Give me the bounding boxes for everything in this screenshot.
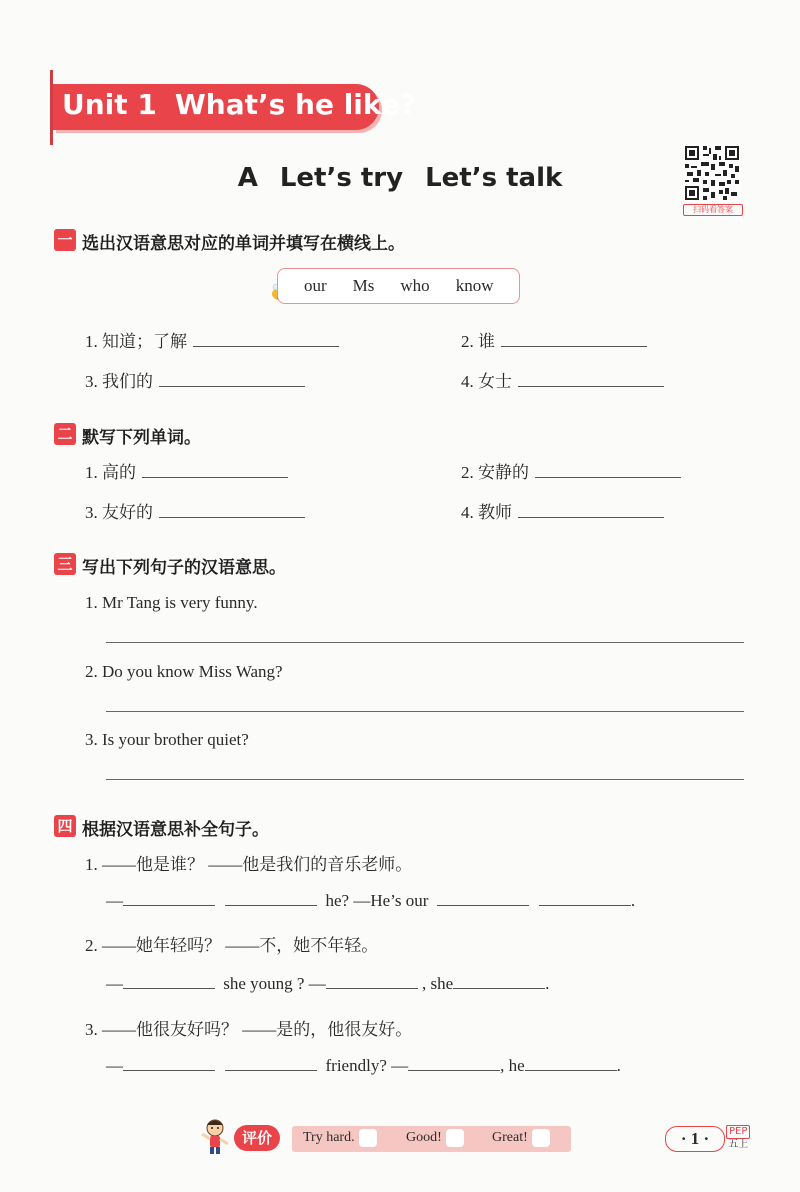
- edition-grade: 五上: [728, 1139, 749, 1150]
- sec4-answer-3-text-2: , he: [500, 1056, 525, 1075]
- sec2-item-1: [85, 458, 288, 483]
- section-4-title: 根据汉语意思补全句子。: [82, 820, 269, 840]
- answer-blank[interactable]: [518, 503, 664, 518]
- sec1-item-4: [461, 367, 664, 392]
- page-number: · 1 ·: [665, 1126, 725, 1152]
- eval-option-good: [406, 1129, 464, 1147]
- section-3-title: 写出下列句子的汉语意思。: [82, 558, 286, 578]
- answer-blank[interactable]: [408, 1056, 500, 1071]
- answer-blank[interactable]: [225, 1056, 317, 1071]
- sec1-item-3: [85, 367, 305, 392]
- word-bank-item: know: [455, 276, 494, 295]
- answer-blank[interactable]: [123, 891, 215, 906]
- sec4-answer-1: [106, 891, 635, 911]
- lesson-title: [0, 163, 800, 193]
- eval-checkbox[interactable]: [359, 1129, 377, 1147]
- sec2-item-2: [461, 458, 681, 483]
- sec3-sentence-1: 1. Mr Tang is very funny.: [85, 593, 258, 612]
- eval-checkbox[interactable]: [446, 1129, 464, 1147]
- sec4-prompt-3: 3. ——他很友好吗？ ——是的，他很友好。: [85, 1020, 413, 1039]
- answer-blank[interactable]: [535, 463, 681, 478]
- eval-option-try-hard: [303, 1129, 377, 1147]
- sec4-answer-2: [106, 974, 549, 994]
- dash: —: [106, 974, 123, 993]
- answer-blank[interactable]: [123, 1056, 215, 1071]
- lesson-part: A: [237, 163, 258, 193]
- answer-blank[interactable]: [501, 332, 647, 347]
- sec4-answer-2-text: she young ? —: [223, 974, 326, 993]
- answer-blank[interactable]: [539, 891, 631, 906]
- word-bank-item: our: [304, 276, 327, 295]
- answer-line[interactable]: [106, 779, 744, 780]
- sec4-answer-3: [106, 1056, 621, 1076]
- qr-caption: 扫码看答案: [683, 204, 743, 216]
- eval-option-label: Try hard.: [303, 1130, 355, 1146]
- answer-blank[interactable]: [525, 1056, 617, 1071]
- dash: —: [106, 1056, 123, 1075]
- sec3-sentence-3: 3. Is your brother quiet?: [85, 730, 249, 749]
- unit-title: [62, 88, 416, 121]
- sec2-item-3-label: 3. 友好的: [85, 503, 153, 522]
- answer-line[interactable]: [106, 711, 744, 712]
- answer-blank[interactable]: [518, 372, 664, 387]
- dash: —: [106, 891, 123, 910]
- section-2-badge: 二: [54, 423, 76, 445]
- answer-blank[interactable]: [437, 891, 529, 906]
- answer-blank[interactable]: [123, 974, 215, 989]
- answer-blank[interactable]: [159, 503, 305, 518]
- period: .: [616, 1056, 621, 1075]
- lesson-label-1: Let’s try: [279, 163, 404, 193]
- eval-checkbox[interactable]: [532, 1129, 550, 1147]
- sec2-item-2-label: 2. 安静的: [461, 463, 529, 482]
- sec2-item-4: [461, 498, 664, 523]
- sec1-item-4-label: 4. 女士: [461, 372, 512, 391]
- section-1-title: 选出汉语意思对应的单词并填写在横线上。: [82, 234, 405, 254]
- eval-option-label: Good!: [406, 1130, 442, 1146]
- answer-blank[interactable]: [326, 974, 418, 989]
- eval-option-label: Great!: [492, 1130, 528, 1146]
- cartoon-kid-icon: [198, 1116, 232, 1156]
- word-bank: [277, 268, 520, 304]
- eval-option-great: [492, 1129, 550, 1147]
- sec2-item-4-label: 4. 教师: [461, 503, 512, 522]
- answer-blank[interactable]: [159, 372, 305, 387]
- qr-code-icon[interactable]: [683, 144, 741, 202]
- lesson-label-2: Let’s talk: [425, 163, 563, 193]
- section-3-badge: 三: [54, 553, 76, 575]
- answer-blank[interactable]: [453, 974, 545, 989]
- edition-mark: [726, 1125, 750, 1151]
- sec4-answer-1-text: he? —He’s our: [325, 891, 429, 910]
- section-2-title: 默写下列单词。: [82, 428, 201, 448]
- sec1-item-2-label: 2. 谁: [461, 332, 495, 351]
- sec2-item-1-label: 1. 高的: [85, 463, 136, 482]
- period: .: [630, 891, 636, 910]
- answer-blank[interactable]: [142, 463, 288, 478]
- period: .: [545, 974, 550, 993]
- sec4-prompt-2: 2. ——她年轻吗？ ——不，她不年轻。: [85, 936, 379, 955]
- sec2-item-3: [85, 498, 305, 523]
- answer-blank[interactable]: [193, 332, 339, 347]
- section-4-badge: 四: [54, 815, 76, 837]
- unit-number: Unit 1: [62, 88, 157, 121]
- edition-pep: PEP: [726, 1125, 750, 1139]
- evaluation-label: 评价: [234, 1125, 280, 1151]
- answer-blank[interactable]: [225, 891, 317, 906]
- answer-line[interactable]: [106, 642, 744, 643]
- word-bank-item: Ms: [352, 276, 375, 295]
- sec4-prompt-1: 1. ——他是谁？ ——他是我们的音乐老师。: [85, 855, 413, 874]
- sec1-item-2: [461, 327, 647, 352]
- word-bank-item: who: [400, 276, 430, 295]
- sec1-item-1-label: 1. 知道；了解: [85, 332, 187, 351]
- unit-question: What’s he like?: [174, 88, 417, 121]
- sec3-sentence-2: 2. Do you know Miss Wang?: [85, 662, 283, 681]
- sec4-answer-3-text: friendly? —: [325, 1056, 409, 1075]
- section-1-badge: 一: [54, 229, 76, 251]
- sec1-item-1: [85, 327, 339, 352]
- sec1-item-3-label: 3. 我们的: [85, 372, 153, 391]
- sec4-answer-2-text-2: , she: [421, 974, 454, 993]
